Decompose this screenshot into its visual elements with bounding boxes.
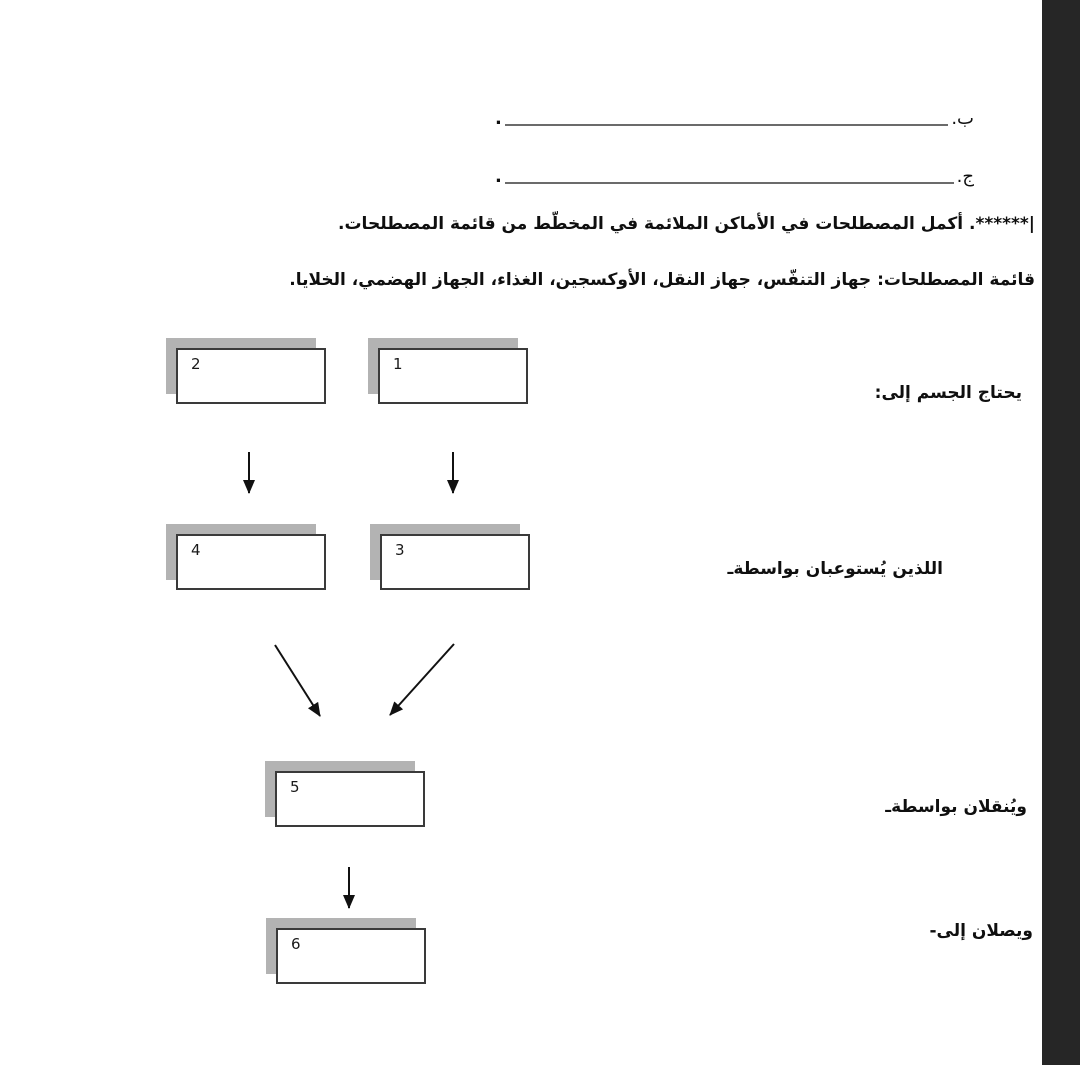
blank-line-b-period: . [495,108,502,129]
terms-list-text: قائمة المصطلحات: جهاز التنفّس، جهاز النقل، الأوكسجين، الغذاء، الجهاز الهضمي، الخلايا. [289,270,1035,290]
blank-line-j-label: ج. [956,166,974,187]
flow-box-6-number: 6 [291,935,301,953]
flow-label-absorbed-by: اللذين يُستوعبان بواسطةـ [727,559,943,579]
flow-box-4-field [176,534,326,590]
blank-line-b-rule [505,124,948,126]
flow-box-4-number: 4 [191,541,201,559]
flow-box-2-number: 2 [191,355,201,373]
flow-box-5-field [275,771,425,827]
flow-box-1 [368,338,530,406]
flow-label-arrive-to: ويصلان إلى- [929,921,1033,941]
flow-label-body-needs: يحتاج الجسم إلى: [874,383,1022,403]
blank-line-b-label: ب. [951,108,974,129]
flow-box-3-number: 3 [395,541,405,559]
flow-box-2 [166,338,328,406]
flow-box-6 [266,918,428,986]
flow-box-1-number: 1 [393,355,403,373]
flow-box-5 [265,761,427,829]
flow-box-1-field [378,348,528,404]
flow-box-3 [370,524,532,592]
blank-line-b [495,99,974,129]
page-edge-dark-panel [1042,0,1080,1065]
flow-box-3-field [380,534,530,590]
flow-box-6-field [276,928,426,984]
arrow-box3-to-box5 [390,644,454,715]
blank-line-j-rule [505,182,954,184]
instruction-text: |******. أكمل المصطلحات في الأماكن الملائمة في المخطّط من قائمة المصطلحات. [338,214,1035,234]
flow-box-2-field [176,348,326,404]
flow-label-transported-by: ويُنقلان بواسطةـ [885,797,1027,817]
flow-box-5-number: 5 [290,778,300,796]
flow-box-4 [166,524,328,592]
blank-line-j-period: . [495,166,502,187]
blank-line-j [495,157,974,187]
arrow-box4-to-box5 [275,645,320,716]
